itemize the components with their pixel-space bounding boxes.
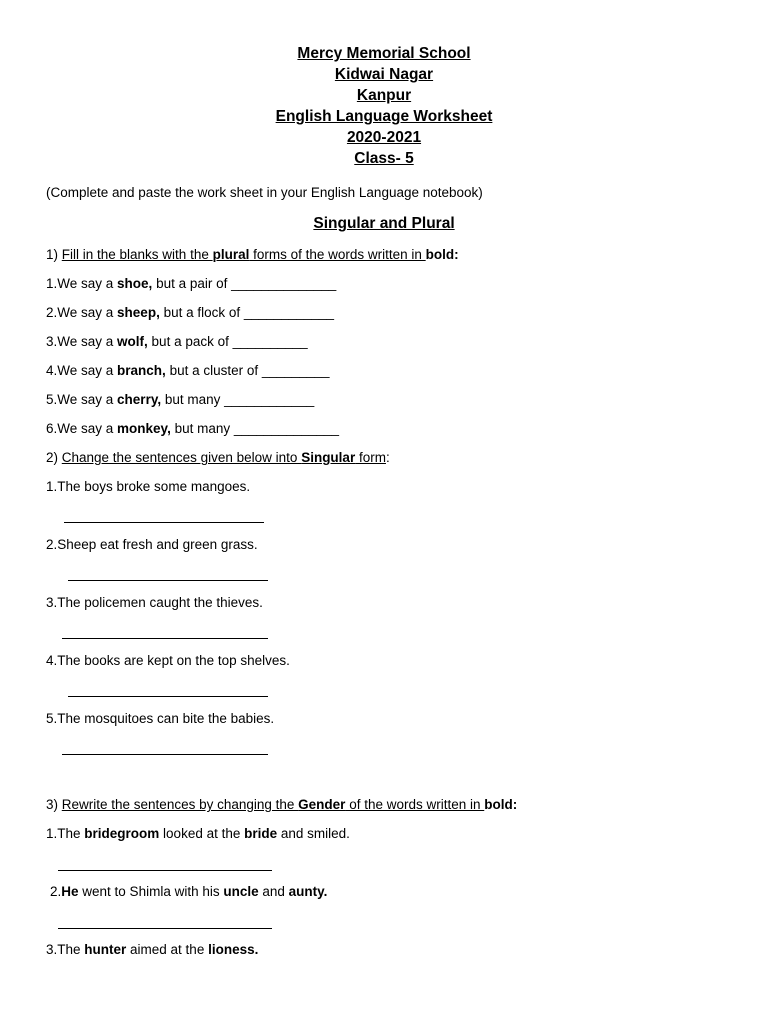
answer-line[interactable] <box>62 638 268 639</box>
question-1-item: 4.We say a branch, but a cluster of _________ <box>46 363 330 378</box>
school-area: Kidwai Nagar <box>334 66 434 83</box>
question-2-item: 2.Sheep eat fresh and green grass. <box>46 537 258 552</box>
answer-line[interactable] <box>68 580 268 581</box>
question-1-item: 5.We say a cherry, but many ____________ <box>46 392 315 407</box>
question-1-item: 2.We say a sheep, but a flock of ____________ <box>46 305 334 320</box>
question-1-item: 1.We say a shoe, but a pair of ______________ <box>46 276 337 291</box>
question-3-item: 3.The hunter aimed at the lioness. <box>46 942 259 957</box>
instruction-text: (Complete and paste the work sheet in your English Language notebook) <box>46 185 483 200</box>
school-city: Kanpur <box>356 87 412 104</box>
answer-blank[interactable]: _________ <box>261 363 330 378</box>
answer-line[interactable] <box>58 870 272 871</box>
answer-blank[interactable]: ______________ <box>231 276 337 291</box>
question-3-item: 2.He went to Shimla with his uncle and aunty. <box>50 884 328 899</box>
question-2-item: 3.The policemen caught the thieves. <box>46 595 263 610</box>
question-2-item: 5.The mosquitoes can bite the babies. <box>46 711 275 726</box>
question-2-heading: 2) Change the sentences given below into Singular form: <box>46 450 390 465</box>
answer-blank[interactable]: ____________ <box>243 305 334 320</box>
answer-line[interactable] <box>68 696 268 697</box>
class-label: Class- 5 <box>354 150 414 167</box>
answer-line[interactable] <box>58 928 272 929</box>
school-name: Mercy Memorial School <box>297 45 471 62</box>
answer-blank[interactable]: __________ <box>232 334 308 349</box>
topic-heading: Singular and Plural <box>313 215 455 232</box>
answer-line[interactable] <box>64 522 264 523</box>
session-year: 2020-2021 <box>346 129 422 146</box>
question-3-heading: 3) Rewrite the sentences by changing the Gender of the words written in bold: <box>46 797 518 812</box>
question-2-item: 1.The boys broke some mangoes. <box>46 479 251 494</box>
answer-line[interactable] <box>62 754 268 755</box>
question-1-item: 3.We say a wolf, but a pack of __________ <box>46 334 308 349</box>
answer-blank[interactable]: ____________ <box>224 392 315 407</box>
worksheet-title: English Language Worksheet <box>275 108 493 125</box>
answer-blank[interactable]: ______________ <box>233 421 339 436</box>
question-1-heading: 1) Fill in the blanks with the plural forms of the words written in bold: <box>46 247 459 262</box>
question-2-item: 4.The books are kept on the top shelves. <box>46 653 290 668</box>
question-3-item: 1.The bridegroom looked at the bride and smiled. <box>46 826 350 841</box>
question-1-item: 6.We say a monkey, but many ______________ <box>46 421 339 436</box>
